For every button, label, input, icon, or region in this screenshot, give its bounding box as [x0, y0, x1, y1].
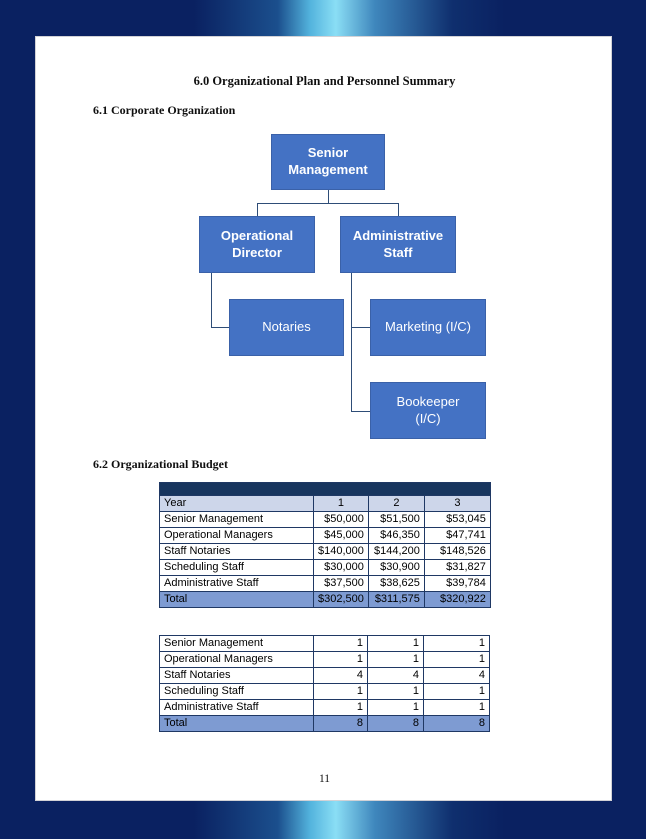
- table-row: [160, 544, 491, 560]
- org-node-operational-director: Operational Director: [199, 216, 315, 273]
- table-cell: 1: [314, 700, 368, 716]
- table-cell: $50,000: [314, 512, 369, 528]
- budget-header-year: Year: [160, 496, 314, 512]
- table-cell: 1: [314, 652, 368, 668]
- section-heading-organizational-budget: 6.2 Organizational Budget: [93, 457, 229, 471]
- budget-table-top-band: [160, 483, 491, 496]
- budget-header-col: 2: [368, 496, 424, 512]
- connector-notaries-stub: [211, 327, 229, 328]
- budget-header-col: 3: [424, 496, 490, 512]
- connector-admin-drop: [398, 203, 399, 216]
- table-cell: 1: [368, 684, 424, 700]
- org-node-notaries: Notaries: [229, 299, 344, 356]
- budget-table: [159, 482, 491, 608]
- table-cell: 1: [424, 700, 490, 716]
- table-cell: $30,000: [314, 560, 369, 576]
- table-cell: 1: [424, 636, 490, 652]
- table-cell: $311,575: [368, 592, 424, 608]
- table-cell: $30,900: [368, 560, 424, 576]
- row-label: Staff Notaries: [160, 668, 314, 684]
- table-cell: $144,200: [368, 544, 424, 560]
- table-cell: 1: [368, 652, 424, 668]
- table-cell: $37,500: [314, 576, 369, 592]
- row-label: Senior Management: [160, 636, 314, 652]
- table-cell: $320,922: [424, 592, 490, 608]
- table-cell: 8: [314, 716, 368, 732]
- table-row: [160, 684, 490, 700]
- budget-header-col: 1: [314, 496, 369, 512]
- table-cell: $47,741: [424, 528, 490, 544]
- row-label: Administrative Staff: [160, 576, 314, 592]
- connector-bookeeper-stub: [351, 411, 370, 412]
- table-cell: $46,350: [368, 528, 424, 544]
- table-row: [160, 636, 490, 652]
- table-cell: 4: [314, 668, 368, 684]
- row-label: Administrative Staff: [160, 700, 314, 716]
- connector-admin-to-children-vertical: [351, 273, 352, 412]
- table-cell: 8: [368, 716, 424, 732]
- org-node-marketing: Marketing (I/C): [370, 299, 486, 356]
- headcount-table: [159, 635, 490, 732]
- table-total-row: [160, 716, 490, 732]
- total-label: Total: [160, 592, 314, 608]
- connector-marketing-stub: [351, 327, 370, 328]
- table-cell: $38,625: [368, 576, 424, 592]
- row-label: Staff Notaries: [160, 544, 314, 560]
- connector-level2-horizontal: [257, 203, 399, 204]
- connector-senior-down: [328, 190, 329, 204]
- table-cell: 1: [424, 652, 490, 668]
- table-cell: $45,000: [314, 528, 369, 544]
- table-cell: 1: [424, 684, 490, 700]
- table-cell: $302,500: [314, 592, 369, 608]
- table-row: [160, 528, 491, 544]
- table-row: [160, 652, 490, 668]
- table-row: [160, 668, 490, 684]
- table-cell: 4: [368, 668, 424, 684]
- document-page: [35, 36, 612, 801]
- connector-operational-to-notaries-vertical: [211, 273, 212, 328]
- table-cell: 4: [424, 668, 490, 684]
- table-cell: 1: [314, 636, 368, 652]
- row-label: Scheduling Staff: [160, 560, 314, 576]
- table-row: [160, 560, 491, 576]
- table-row: [160, 512, 491, 528]
- total-label: Total: [160, 716, 314, 732]
- table-cell: $148,526: [424, 544, 490, 560]
- table-row: [160, 576, 491, 592]
- table-cell: 1: [314, 684, 368, 700]
- table-cell: 8: [424, 716, 490, 732]
- table-cell: $31,827: [424, 560, 490, 576]
- org-node-senior-management: Senior Management: [271, 134, 385, 190]
- section-heading-corporate-organization: 6.1 Corporate Organization: [93, 103, 236, 117]
- table-cell: $140,000: [314, 544, 369, 560]
- page-number: 11: [318, 773, 331, 785]
- row-label: Senior Management: [160, 512, 314, 528]
- table-total-row: [160, 592, 491, 608]
- connector-operational-drop: [257, 203, 258, 216]
- table-cell: $51,500: [368, 512, 424, 528]
- org-node-bookeeper: Bookeeper (I/C): [370, 382, 486, 439]
- table-cell: $39,784: [424, 576, 490, 592]
- table-cell: $53,045: [424, 512, 490, 528]
- org-node-administrative-staff: Administrative Staff: [340, 216, 456, 273]
- table-cell: 1: [368, 636, 424, 652]
- row-label: Operational Managers: [160, 528, 314, 544]
- page-title: 6.0 Organizational Plan and Personnel Summary: [193, 74, 456, 88]
- row-label: Operational Managers: [160, 652, 314, 668]
- table-cell: 1: [368, 700, 424, 716]
- row-label: Scheduling Staff: [160, 684, 314, 700]
- table-row: [160, 700, 490, 716]
